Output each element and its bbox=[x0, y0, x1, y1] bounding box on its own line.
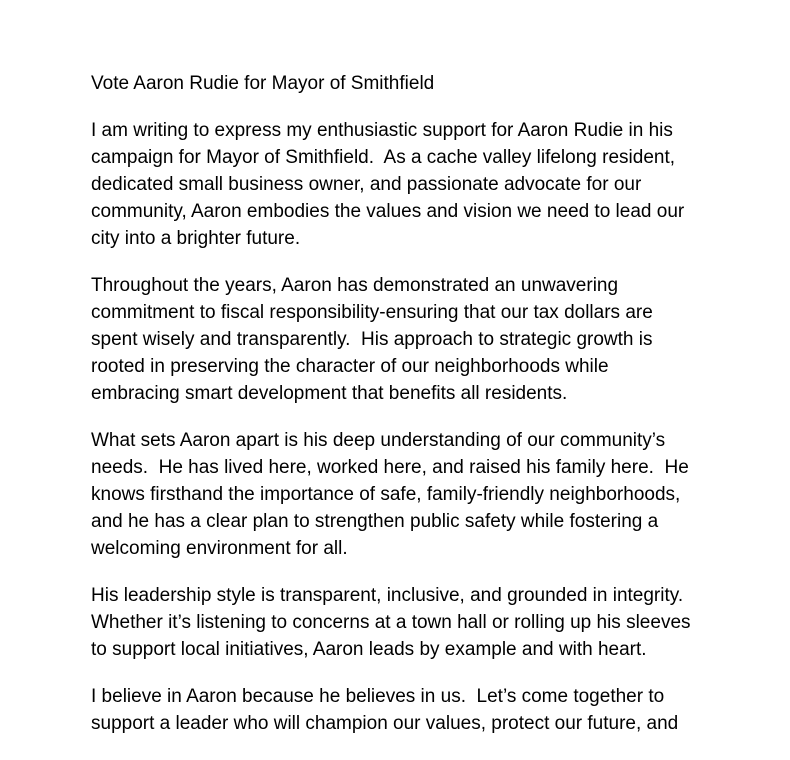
paragraph-community-understanding: What sets Aaron apart is his deep understanding of our community’s needs. He has lived here, worked here, and raised his family here. He knows firsthand the importance of safe, family-friendly neighborhoods, and he has a clear plan to strengthen public safety while fostering a welcoming environment for all. bbox=[91, 430, 695, 559]
paragraph-closing-belief: I believe in Aaron because he believes in us. Let’s come together to support a leader who will champion our values, protect our future, and bbox=[91, 686, 679, 734]
paragraph-fiscal-responsibility: Throughout the years, Aaron has demonstrated an unwavering commitment to fiscal responsibility-ensuring that our tax dollars are spent wisely and transparently. His approach to strategic growth is rooted in preserving the character of our neighborhoods while embracing smart development that benefits all residents. bbox=[91, 275, 659, 404]
document-title: Vote Aaron Rudie for Mayor of Smithfield bbox=[91, 73, 435, 94]
paragraph-leadership-style: His leadership style is transparent, inclusive, and grounded in integrity. Whether it’s listening to concerns at a town hall or rolling up his sleeves to support local initiatives, Aaron leads by example and with heart. bbox=[91, 585, 696, 660]
paragraph-support-statement: I am writing to express my enthusiastic support for Aaron Rudie in his campaign for Mayor of Smithfield. As a cache valley lifelong resident, dedicated small business owner, and passionate advocate for our community, Aaron embodies the values and vision we need to lead our city into a brighter future. bbox=[91, 120, 690, 249]
letter-body bbox=[91, 70, 701, 737]
